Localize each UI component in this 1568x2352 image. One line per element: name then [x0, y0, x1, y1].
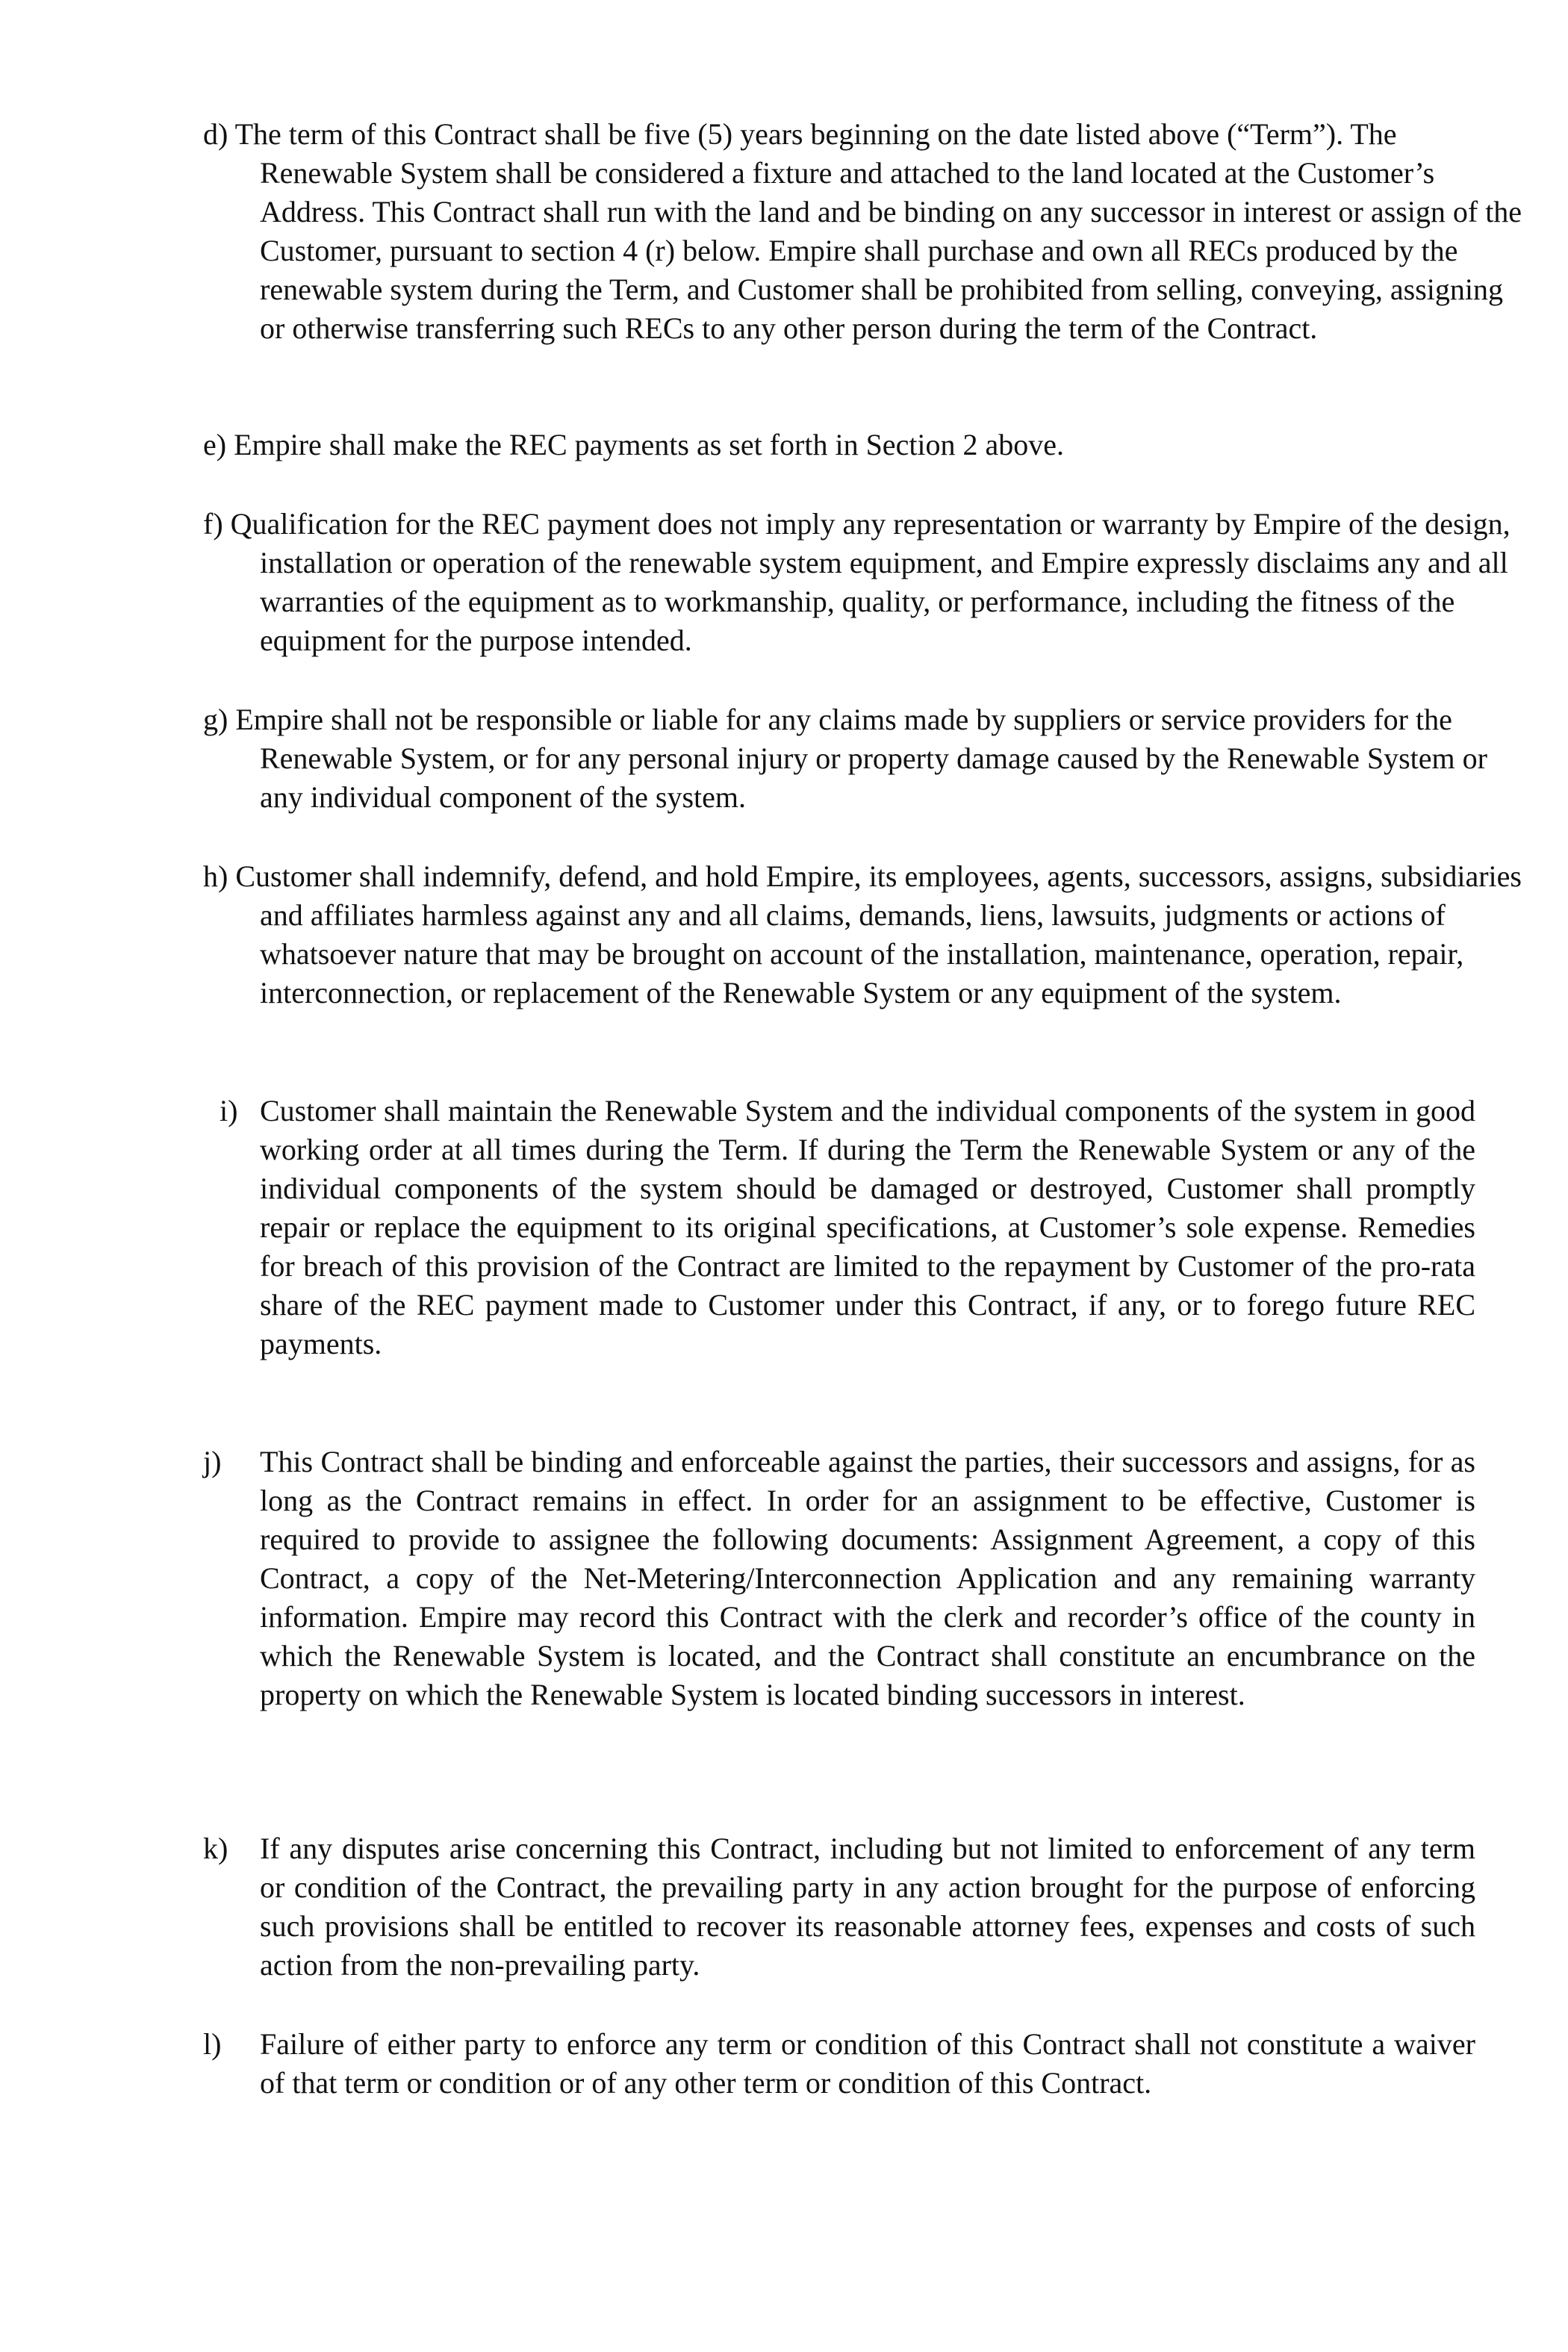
clause-label: e) — [203, 428, 227, 461]
clause-g — [203, 700, 1532, 817]
clause-text: If any disputes arise concerning this Contract, including but not limited to enforcement of any term or condition of the Contract, the prevailing party in any action brought for the purpose of enforcing such provisions shall be entitled to recover its reasonable attorney fees, expenses and costs of such action from the non-prevailing party. — [260, 1832, 1475, 1982]
clause-label: j) — [203, 1445, 222, 1478]
clause-label: i) — [220, 1094, 238, 1127]
clause-text: Qualification for the REC payment does not imply any representation or warranty by Empire of the design, installation or operation of the renewable system equipment, and Empire expressly disclaims any and all warranties of the equipment as to workmanship, quality, or performance, including the fitness of the equipment for the purpose intended. — [230, 507, 1511, 657]
clause-f — [203, 505, 1532, 660]
clause-text: Failure of either party to enforce any term or condition of this Contract shall not constitute a waiver of that term or condition or of any other term or condition of this Contract. — [260, 2027, 1475, 2100]
clause-d — [203, 115, 1532, 348]
clause-k — [203, 1829, 1475, 1985]
clause-text: Customer shall indemnify, defend, and hold Empire, its employees, agents, successors, assigns, subsidiaries and affiliates harmless against any and all claims, demands, liens, lawsuits, judgments or actions of whatsoever nature that may be brought on account of the installation, maintenance, operation, repair, interconnection, or replacement of the Renewable System or any equipment of the system. — [235, 859, 1522, 1009]
clause-text: Customer shall maintain the Renewable System and the individual components of the system in good working order at all times during the Term. If during the Term the Renewable System or any of the individual components of the system should be damaged or destroyed, Customer shall promptly repair or replace the equipment to its original specifications, at Customer’s sole expense. Remedies for breach of this provision of the Contract are limited to the repayment by Customer of the pro-rata share of the REC payment made to Customer under this Contract, if any, or to forego future REC payments. — [260, 1094, 1475, 1360]
clause-text: Empire shall not be responsible or liable for any claims made by suppliers or service providers for the Renewable System, or for any personal injury or property damage caused by the Renewable System or any individual component of the system. — [235, 703, 1487, 814]
clause-label: g) — [203, 703, 228, 736]
clause-label: h) — [203, 859, 228, 893]
clause-label: l) — [203, 2027, 222, 2061]
clause-h — [203, 857, 1532, 1012]
clause-l — [203, 2025, 1475, 2103]
clause-label: f) — [203, 507, 223, 541]
clause-label: d) — [203, 117, 228, 151]
clause-text: Empire shall make the REC payments as set forth in Section 2 above. — [234, 428, 1065, 461]
clause-label: k) — [203, 1832, 228, 1865]
clause-j — [203, 1443, 1475, 1714]
clause-i — [203, 1092, 1475, 1363]
clause-e — [203, 426, 1532, 464]
clause-text: This Contract shall be binding and enforceable against the parties, their successors and assigns, for as long as the Contract remains in effect. In order for an assignment to be effective, Customer is required to provide to assignee the following documents: Assignment Agreement, a copy of this Contract, a copy of the Net-Metering/Interconnection Application and any remaining warranty information. Empire may record this Contract with the clerk and recorder’s office of the county in which the Renewable System is located, and the Contract shall constitute an encumbrance on the property on which the Renewable System is located binding successors in interest. — [260, 1445, 1475, 1711]
clause-text: The term of this Contract shall be five (5) years beginning on the date listed above (“Term”). The Renewable System shall be considered a fixture and attached to the land located at the Customer’s Address. This Contract shall run with the land and be binding on any successor in interest or assign of the Customer, pursuant to section 4 (r) below. Empire shall purchase and own all RECs produced by the renewable system during the Term, and Customer shall be prohibited from selling, conveying, assigning or otherwise transferring such RECs to any other person during the term of the Contract. — [234, 117, 1522, 345]
